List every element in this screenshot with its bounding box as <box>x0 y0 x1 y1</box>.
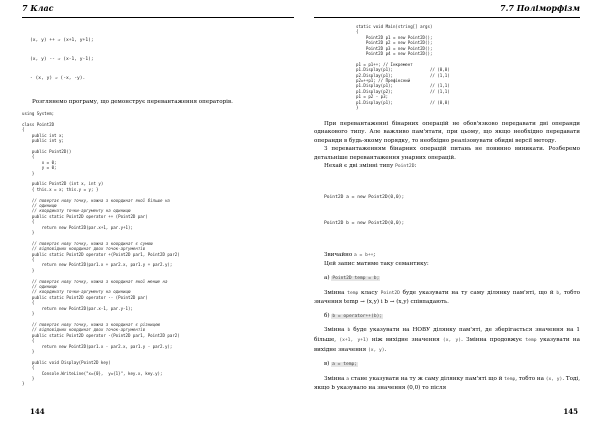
code-line: public Point2D (int x, int y) <box>22 181 104 187</box>
code-line: p1 = p2 - p3; <box>356 94 389 100</box>
code-line: { <box>22 257 35 263</box>
variable-declarations <box>314 177 580 246</box>
code-line: { <box>22 365 35 371</box>
code-line: Point2D p2 = new Point2D(); <box>356 40 433 46</box>
left-header-title: 7 Клас <box>22 3 54 13</box>
code-listing-point2d <box>22 111 294 387</box>
code-line: // координату точки-аргументу на одиницю <box>22 208 131 214</box>
code-listing-main <box>314 24 580 111</box>
code-line: // повертає нову точку, кожна з координат є різницею <box>22 321 161 327</box>
right-page <box>300 0 600 424</box>
variables-intro: Нехай є дві змінні типу Point2D: <box>324 163 417 170</box>
code-line: p2=++p1; // Префіксний <box>356 78 411 84</box>
code-line: public static Point2D operator -(Point2D par1, Point2D par2) <box>22 332 180 338</box>
code-line: public int y; <box>22 138 64 144</box>
code-line: { <box>22 338 35 344</box>
code-line: } <box>22 381 25 387</box>
code-line: } <box>22 170 35 176</box>
right-page-number: 145 <box>563 407 578 416</box>
step-a-code-line: а) Point2D temp = b; <box>324 275 380 281</box>
intro-paragraph: Розглянемо програму, що демонструє перевантаження операторів. <box>32 99 233 106</box>
right-page-header <box>314 0 580 18</box>
operator-rules <box>22 25 294 95</box>
code-line: // координату точки-аргументу на одиницю <box>22 289 131 295</box>
code-line: } <box>22 311 35 317</box>
code-line: // одиницю <box>22 284 57 290</box>
code-line: class Point2D <box>22 121 55 127</box>
step-c-description: Змінна a стане указувати на ту ж саму ділянку пам'яті що й temp, тобто на (x, y). Тоді, якщо b указувало на значення (0,0) то після <box>314 375 580 392</box>
code-line: public static Point2D operator ++ (Point2D par) <box>22 213 148 219</box>
code-line: } <box>356 105 359 111</box>
code-line: Point2D p4 = new Point2D(); <box>356 51 433 57</box>
code-line: p1.Display(p1); // (0,0) <box>356 99 450 105</box>
left-page-number: 144 <box>30 407 45 416</box>
code-line: // одиницю <box>22 202 57 208</box>
code-line: // відповідних координат двох точок-аргументів <box>22 327 146 333</box>
usual-expression: Звичайно a = b++; <box>324 251 376 258</box>
code-line: p2.Display(p1); // (1,1) <box>356 72 450 78</box>
code-line: p1.Display(p1); // (1,1) <box>356 83 450 89</box>
rule-negation: - (x, y) ⇒ (-x, -y). <box>30 76 86 82</box>
code-line: } <box>22 230 35 235</box>
code-line: // повертає нову точку, кожна з координат якої менше на <box>22 278 168 284</box>
step-a-description: Змінна temp класу Point2D буде указувати на ту саму ділянку пам'яті, що й b, тобто значення temp → (x,y) і b → (x,y) співпадають. <box>314 289 581 306</box>
decl-b: Point2D b = new Point2D(0,0); <box>324 221 405 227</box>
left-page-header <box>22 0 294 18</box>
right-header-title: 7.7 Поліморфізм <box>500 3 580 13</box>
rule-increment: (x, y) ++ ⇒ (x+1, y+1); <box>30 37 94 43</box>
rule-decrement: (x, y) -- ⇒ (x-1, y-1); <box>30 57 94 63</box>
code-line: public int x; <box>22 132 64 138</box>
code-line: return new Point2D(par.x+1, par.y+1); <box>22 224 133 230</box>
code-line: p1 = p1++; // Інкремент <box>356 61 413 67</box>
code-line: y = 0; <box>22 165 57 171</box>
code-line: { <box>22 300 35 306</box>
code-line: // повертає нову точку, кожна з координат якої більше на <box>22 197 170 203</box>
step-b-description: Змінна b буде указувати на НОВУ ділянку пам'яті, де зберігається значення на 1 більше, (x+1, y+1) ніж вихідне значення (x, y). Змінна продовжує temp указувати на вихідне значення (x, y). <box>314 327 580 353</box>
code-line: { <box>356 29 359 35</box>
code-line: { <box>22 219 35 225</box>
code-line: return new Point2D(par.x-1, par.y-1); <box>22 305 133 311</box>
code-line: return new Point2D(par1.x - par2.x, par1.y - par2.y); <box>22 343 173 349</box>
decl-a: Point2D a = new Point2D(0,0); <box>324 195 405 201</box>
semantics-line: Цей запис матиме таку семантику: <box>324 261 429 268</box>
code-line: public static Point2D operator -- (Point2D par) <box>22 294 148 300</box>
code-line: public Point2D() <box>22 148 72 154</box>
code-line: // повертає нову точку, кожна з координат є сумою <box>22 240 153 246</box>
code-line: } <box>22 267 35 273</box>
code-line: } <box>22 348 35 354</box>
code-line: } <box>22 375 35 381</box>
code-line: { <box>22 154 35 160</box>
code-line: { this.x = x; this.y = y; } <box>22 186 99 192</box>
code-line: public static Point2D operator +(Point2D par1, Point2D par2) <box>22 251 180 257</box>
step-b-code-line: б) b = operator++(b); <box>324 312 383 319</box>
step-c-code-line: в) a = temp; <box>324 361 358 368</box>
code-line: x = 0; <box>22 159 57 165</box>
code-line: p1.Display(p1); // (0,0) <box>356 67 450 73</box>
code-line: Point2D p3 = new Point2D(); <box>356 45 433 51</box>
code-line: using System; <box>22 111 55 117</box>
unary-overload-paragraph: З перевантаженням бінарних операцій питань не повинно виникати. Розберемо детальніше перевантаження унарних операцій. <box>314 146 580 161</box>
code-line: return new Point2D(par1.x + par2.x, par1.y + par2.y); <box>22 262 173 268</box>
binary-overload-paragraph: При перевантаженні бінарних операцій не обов'язково передавати дві операнди однакового типу. Але важливо пам'ятати, при цьому, що якщо необхідно передавати операнди в будь-якому порядку, то необхідно реалізовувати обидві версії методу. <box>314 120 580 144</box>
code-line: p1.Display(p2); // (1,1) <box>356 88 450 94</box>
code-line: Point2D p1 = new Point2D(); <box>356 34 433 40</box>
code-line: public void Display(Point2D key) <box>22 359 111 365</box>
code-line: Console.WriteLine("x={0}, y={1}", key.x, key.y); <box>22 370 163 376</box>
code-line: // відповідних координат двох точок-аргументів <box>22 246 146 252</box>
code-line: { <box>22 127 25 133</box>
code-line: static void Main(string[] args) <box>356 24 433 29</box>
